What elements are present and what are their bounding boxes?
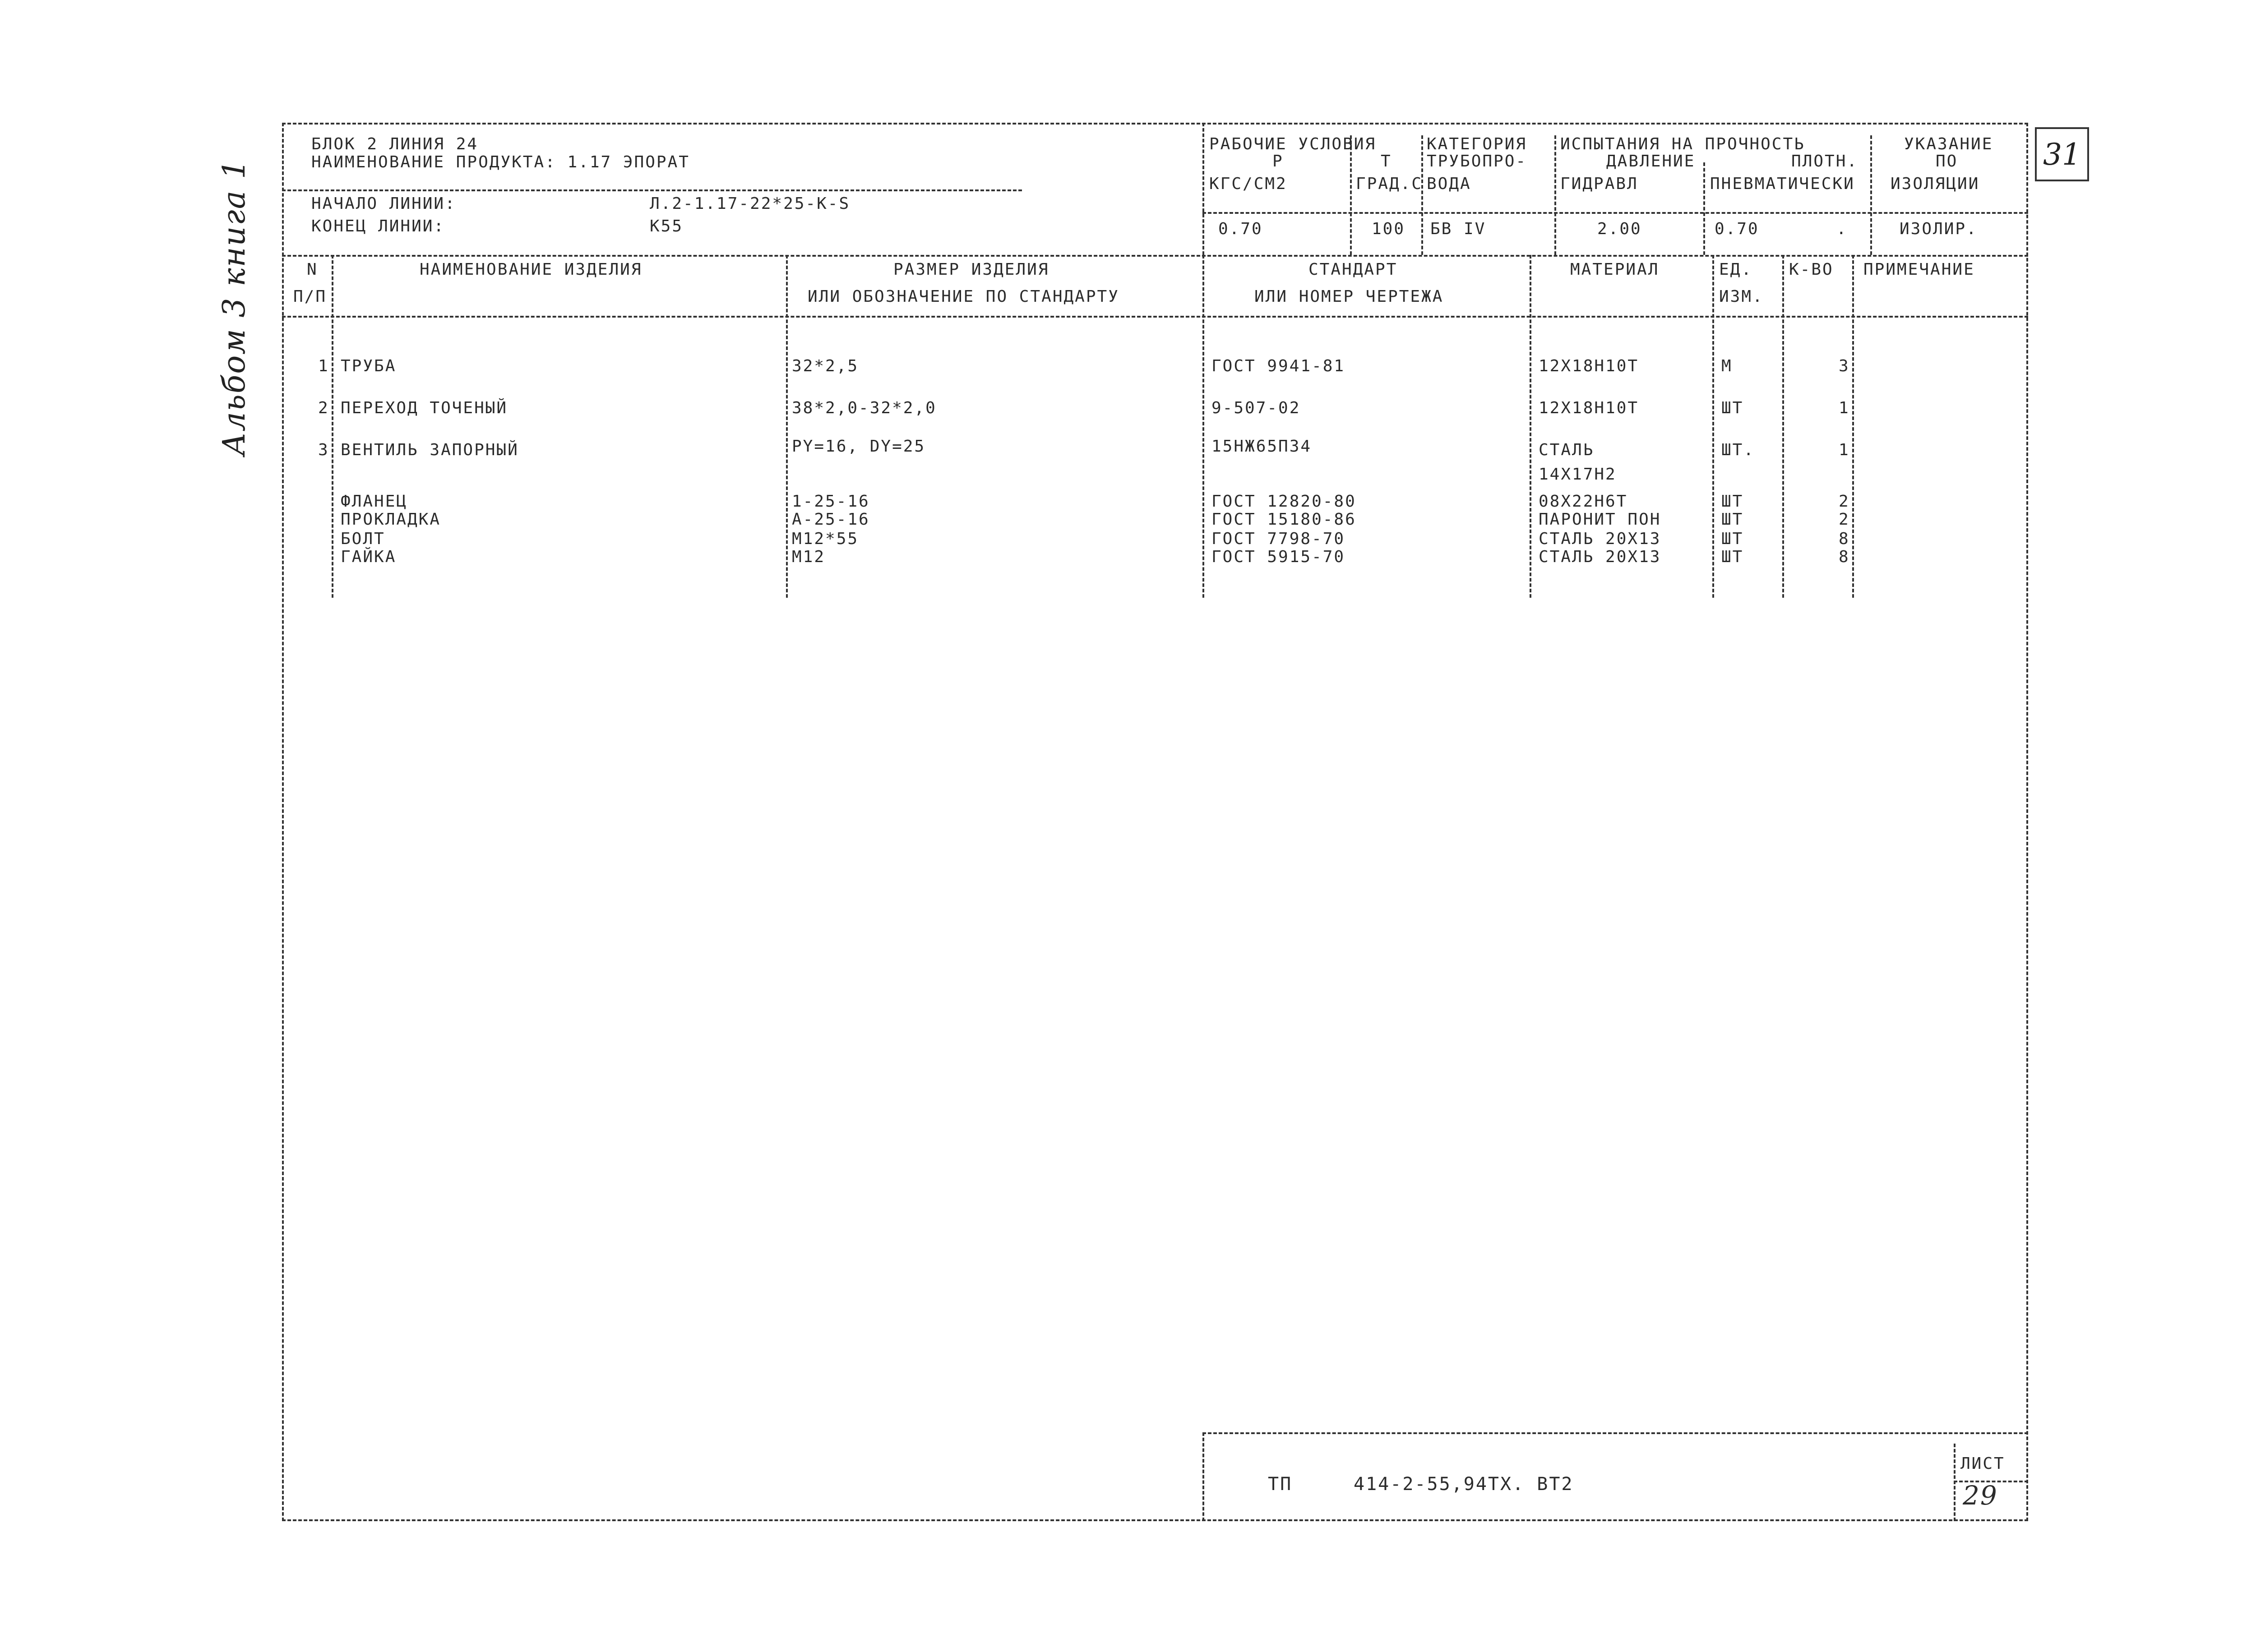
divider	[332, 255, 333, 598]
category-value: БВ IV	[1430, 220, 1486, 238]
col-qty: К-ВО	[1789, 260, 1834, 279]
insulation-title-3: ИЗОЛЯЦИИ	[1891, 175, 1980, 193]
divider	[1554, 135, 1556, 255]
row-1-standard: ГОСТ 9941-81	[1211, 357, 1345, 375]
row-7-unit: ШТ	[1721, 530, 1744, 548]
col-standard-1: СТАНДАРТ	[1308, 260, 1398, 279]
divider	[282, 189, 1022, 191]
divider	[1870, 135, 1872, 255]
row-8-size: М12	[792, 548, 826, 566]
row-7-size: М12*55	[792, 530, 859, 548]
divider	[1530, 255, 1531, 598]
divider	[1202, 212, 2028, 214]
col-unit-2: ИЗМ.	[1719, 287, 1764, 306]
t-unit: ГРАД.С	[1356, 175, 1423, 193]
sheet-number: 29	[1963, 1480, 1998, 1511]
insulation-title-1: УКАЗАНИЕ	[1904, 135, 1993, 153]
working-conditions-title: РАБОЧИЕ УСЛОВИЯ	[1209, 135, 1377, 153]
col-material: МАТЕРИАЛ	[1570, 260, 1660, 279]
row-8-name: ГАЙКА	[341, 548, 397, 566]
divider	[1712, 255, 1714, 598]
row-3-num: 3	[318, 441, 329, 459]
margin-note-text: Альбом 3 книга 1	[217, 158, 252, 456]
p-label: Р	[1272, 152, 1284, 171]
row-2-unit: ШТ	[1721, 399, 1744, 417]
col-note: ПРИМЕЧАНИЕ	[1863, 260, 1975, 279]
row-5-qty: 2	[1839, 492, 1850, 511]
row-1-size: 32*2,5	[792, 357, 859, 375]
row-3-size: РY=16, DY=25	[792, 437, 926, 456]
divider	[1421, 135, 1423, 255]
row-7-standard: ГОСТ 7798-70	[1211, 530, 1345, 548]
block-line: БЛОК 2 ЛИНИЯ 24	[311, 135, 479, 153]
divider	[1202, 1432, 1204, 1521]
row-8-qty: 8	[1839, 548, 1850, 566]
insulation-value: ИЗОЛИР.	[1900, 220, 1978, 238]
row-2-name: ПЕРЕХОД ТОЧЕНЫЙ	[341, 399, 508, 417]
line-start-label: НАЧАЛО ЛИНИИ:	[311, 194, 456, 213]
row-3-unit: ШТ.	[1721, 441, 1755, 459]
line-start-value: Л.2-1.17-22*25-К-S	[650, 194, 851, 213]
row-3-qty: 1	[1839, 441, 1850, 459]
doc-code: 414-2-55,94ТХ. ВТ2	[1354, 1474, 1574, 1495]
stamp-box	[2035, 127, 2089, 181]
pneumatic-label: ПНЕВМАТИЧЕСКИ	[1710, 175, 1855, 193]
hydraulic-label: ГИДРАВЛ	[1560, 175, 1638, 193]
category-title-3: ВОДА	[1427, 175, 1471, 193]
row-5-size: 1-25-16	[792, 492, 870, 511]
margin-note	[208, 144, 257, 460]
row-5-standard: ГОСТ 12820-80	[1211, 492, 1356, 511]
divider	[1954, 1444, 1956, 1521]
row-1-material: 12Х18Н10Т	[1539, 357, 1639, 375]
divider	[282, 255, 2028, 257]
row-3-material: СТАЛЬ	[1539, 441, 1595, 459]
pneumatic-value: 0.70	[1715, 220, 1759, 238]
row-6-unit: ШТ	[1721, 510, 1744, 529]
col-name: НАИМЕНОВАНИЕ ИЗДЕЛИЯ	[420, 260, 643, 279]
divider	[1202, 255, 1204, 598]
density-label: ПЛОТН.	[1791, 152, 1858, 171]
divider	[1782, 255, 1784, 598]
row-8-standard: ГОСТ 5915-70	[1211, 548, 1345, 566]
divider	[1202, 123, 1204, 255]
test-title: ИСПЫТАНИЯ НА ПРОЧНОСТЬ	[1560, 135, 1805, 153]
divider	[1202, 1432, 2028, 1434]
line-end-value: К55	[650, 217, 684, 235]
row-8-unit: ШТ	[1721, 548, 1744, 566]
row-7-material: СТАЛЬ 20Х13	[1539, 530, 1661, 548]
divider	[1852, 255, 1854, 598]
row-5-material: 08Х22Н6Т	[1539, 492, 1628, 511]
row-2-num: 2	[318, 399, 329, 417]
t-label: Т	[1381, 152, 1392, 171]
divider	[1703, 162, 1705, 255]
row-2-size: 38*2,0-32*2,0	[792, 399, 937, 417]
hydraulic-value: 2.00	[1597, 220, 1642, 238]
sheet-frame	[282, 123, 2028, 1521]
row-5-unit: ШТ	[1721, 492, 1744, 511]
row-7-qty: 8	[1839, 530, 1850, 548]
col-size-2: ИЛИ ОБОЗНАЧЕНИЕ ПО СТАНДАРТУ	[808, 287, 1119, 306]
category-title-2: ТРУБОПРО-	[1427, 152, 1527, 171]
row-2-qty: 1	[1839, 399, 1850, 417]
row-6-material: ПАРОНИТ ПОН	[1539, 510, 1661, 529]
row-2-standard: 9-507-02	[1211, 399, 1301, 417]
density-value: .	[1836, 220, 1848, 238]
row-6-name: ПРОКЛАДКА	[341, 510, 441, 529]
row-1-name: ТРУБА	[341, 357, 397, 375]
divider	[786, 255, 788, 598]
row-6-qty: 2	[1839, 510, 1850, 529]
row-6-size: А-25-16	[792, 510, 870, 529]
row-5-name: ФЛАНЕЦ	[341, 492, 408, 511]
t-value: 100	[1372, 220, 1405, 238]
tp-label: ТП	[1268, 1474, 1293, 1495]
pressure-label: ДАВЛЕНИЕ	[1606, 152, 1696, 171]
row-2-material: 12Х18Н10Т	[1539, 399, 1639, 417]
row-3-standard: 15НЖ65П34	[1211, 437, 1312, 456]
row-1-unit: М	[1721, 357, 1733, 375]
insulation-title-2: ПО	[1936, 152, 1958, 171]
col-standard-2: ИЛИ НОМЕР ЧЕРТЕЖА	[1254, 287, 1444, 306]
stamp-number: 31	[2043, 137, 2081, 172]
col-num-1: N	[307, 260, 318, 279]
row-8-material: СТАЛЬ 20Х13	[1539, 548, 1661, 566]
p-unit: КГС/СМ2	[1209, 175, 1287, 193]
p-value: 0.70	[1218, 220, 1263, 238]
row-1-num: 1	[318, 357, 329, 375]
divider	[282, 316, 2028, 318]
col-num-2: П/П	[293, 287, 327, 306]
row-1-qty: 3	[1839, 357, 1850, 375]
row-4-material: 14Х17Н2	[1539, 465, 1617, 484]
row-3-name: ВЕНТИЛЬ ЗАПОРНЫЙ	[341, 441, 519, 459]
row-7-name: БОЛТ	[341, 530, 385, 548]
row-6-standard: ГОСТ 15180-86	[1211, 510, 1356, 529]
col-size-1: РАЗМЕР ИЗДЕЛИЯ	[893, 260, 1049, 279]
col-unit-1: ЕД.	[1719, 260, 1753, 279]
sheet-label: ЛИСТ	[1960, 1454, 2005, 1473]
category-title-1: КАТЕГОРИЯ	[1427, 135, 1527, 153]
product-name: НАИМЕНОВАНИЕ ПРОДУКТА: 1.17 ЭПОРАТ	[311, 153, 690, 171]
line-end-label: КОНЕЦ ЛИНИИ:	[311, 217, 445, 235]
